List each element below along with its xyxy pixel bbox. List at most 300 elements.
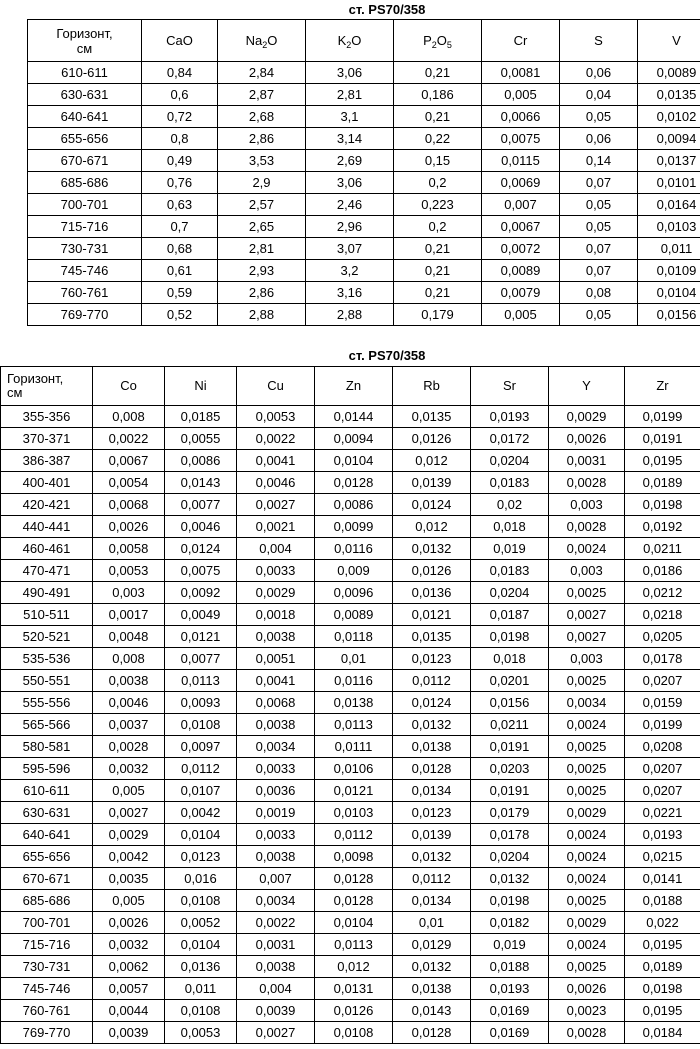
value-cell: 0,018 (471, 648, 549, 670)
horizon-cell: 730-731 (28, 238, 142, 260)
value-cell: 0,0024 (549, 538, 625, 560)
value-cell: 0,0033 (237, 560, 315, 582)
cao-label: CaO (166, 33, 193, 48)
value-cell: 0,07 (560, 172, 638, 194)
value-cell: 0,019 (471, 538, 549, 560)
value-cell: 0,0138 (393, 978, 471, 1000)
value-cell: 0,0024 (549, 846, 625, 868)
value-cell: 0,0037 (93, 714, 165, 736)
value-cell: 0,0136 (165, 956, 237, 978)
horizon-header-line1: Горизонт, (56, 25, 113, 41)
value-cell: 0,02 (471, 494, 549, 516)
value-cell: 3,06 (306, 172, 394, 194)
column-header-s (560, 20, 638, 62)
column-header-co: Co (93, 367, 165, 406)
table-row (28, 282, 700, 304)
value-cell: 0,0126 (315, 1000, 393, 1022)
table-row (28, 106, 700, 128)
o-label: O (267, 33, 278, 48)
table-row (28, 238, 700, 260)
column-header-sr: Sr (471, 367, 549, 406)
value-cell: 0,0102 (638, 106, 700, 128)
value-cell: 0,0108 (165, 1000, 237, 1022)
value-cell: 0,0128 (315, 472, 393, 494)
value-cell: 0,0159 (625, 692, 700, 714)
value-cell: 0,0092 (165, 582, 237, 604)
value-cell: 0,0198 (471, 626, 549, 648)
value-cell: 0,0143 (165, 472, 237, 494)
table-row (1, 868, 700, 890)
value-cell: 0,0144 (315, 406, 393, 428)
horizon-cell: 550-551 (1, 670, 93, 692)
value-cell: 0,0024 (549, 934, 625, 956)
column-header-ni: Ni (165, 367, 237, 406)
value-cell: 0,0135 (393, 626, 471, 648)
value-cell: 0,0178 (625, 648, 700, 670)
table-row (28, 84, 700, 106)
value-cell: 0,0034 (549, 692, 625, 714)
value-cell: 0,0052 (165, 912, 237, 934)
value-cell: 0,0086 (315, 494, 393, 516)
value-cell: 0,0189 (625, 472, 700, 494)
value-cell: 0,0046 (93, 692, 165, 714)
value-cell: 0,0035 (93, 868, 165, 890)
table-row (28, 172, 700, 194)
value-cell: 0,0121 (393, 604, 471, 626)
value-cell: 0,0134 (393, 780, 471, 802)
value-cell: 0,0139 (393, 824, 471, 846)
value-cell: 0,0143 (393, 1000, 471, 1022)
value-cell: 0,0053 (165, 1022, 237, 1044)
value-cell: 2,81 (306, 84, 394, 106)
value-cell: 0,0195 (625, 450, 700, 472)
value-cell: 0,0123 (165, 846, 237, 868)
value-cell: 0,22 (394, 128, 482, 150)
value-cell: 0,0027 (237, 1022, 315, 1044)
horizon-cell: 470-471 (1, 560, 93, 582)
value-cell: 0,0026 (93, 516, 165, 538)
value-cell: 0,05 (560, 194, 638, 216)
value-cell: 0,0112 (165, 758, 237, 780)
value-cell: 0,0107 (165, 780, 237, 802)
value-cell: 0,59 (142, 282, 218, 304)
value-cell: 0,0055 (165, 428, 237, 450)
value-cell: 0,2 (394, 172, 482, 194)
value-cell: 0,0024 (549, 868, 625, 890)
table-row (28, 150, 700, 172)
horizon-cell: 370-371 (1, 428, 93, 450)
value-cell: 0,0066 (482, 106, 560, 128)
value-cell: 0,0104 (315, 450, 393, 472)
value-cell: 0,0069 (482, 172, 560, 194)
value-cell: 0,0094 (315, 428, 393, 450)
value-cell: 0,0094 (638, 128, 700, 150)
value-cell: 0,0126 (393, 560, 471, 582)
value-cell: 0,0135 (393, 406, 471, 428)
value-cell: 0,0123 (393, 802, 471, 824)
table-row (1, 824, 700, 846)
value-cell: 0,21 (394, 106, 482, 128)
value-cell: 0,005 (482, 304, 560, 326)
p-label: P (423, 33, 432, 48)
value-cell: 0,0179 (471, 802, 549, 824)
value-cell: 0,0108 (165, 890, 237, 912)
value-cell: 0,0132 (393, 956, 471, 978)
column-header-cr (482, 20, 560, 62)
value-cell: 0,0191 (625, 428, 700, 450)
value-cell: 0,0103 (638, 216, 700, 238)
value-cell: 0,0221 (625, 802, 700, 824)
value-cell: 0,0137 (638, 150, 700, 172)
table-row (1, 516, 700, 538)
value-cell: 0,0118 (315, 626, 393, 648)
value-cell: 0,0192 (625, 516, 700, 538)
value-cell: 0,0215 (625, 846, 700, 868)
horizon-cell: 760-761 (28, 282, 142, 304)
value-cell: 0,0054 (93, 472, 165, 494)
value-cell: 0,21 (394, 282, 482, 304)
value-cell: 2,57 (218, 194, 306, 216)
value-cell: 0,06 (560, 62, 638, 84)
value-cell: 0,0104 (165, 824, 237, 846)
value-cell: 0,0044 (93, 1000, 165, 1022)
value-cell: 0,0099 (315, 516, 393, 538)
value-cell: 3,1 (306, 106, 394, 128)
value-cell: 0,0034 (237, 736, 315, 758)
value-cell: 0,0183 (471, 560, 549, 582)
column-header-y: Y (549, 367, 625, 406)
value-cell: 0,0121 (315, 780, 393, 802)
table-row (1, 582, 700, 604)
horizon-cell: 715-716 (28, 216, 142, 238)
value-cell: 0,0025 (549, 582, 625, 604)
value-cell: 0,0032 (93, 758, 165, 780)
value-cell: 0,0187 (471, 604, 549, 626)
value-cell: 0,0104 (638, 282, 700, 304)
value-cell: 0,0131 (315, 978, 393, 1000)
value-cell: 0,0038 (237, 846, 315, 868)
value-cell: 0,0077 (165, 648, 237, 670)
value-cell: 0,0208 (625, 736, 700, 758)
value-cell: 0,76 (142, 172, 218, 194)
value-cell: 0,0103 (315, 802, 393, 824)
value-cell: 0,0113 (315, 714, 393, 736)
value-cell: 0,011 (165, 978, 237, 1000)
value-cell: 0,0039 (93, 1022, 165, 1044)
value-cell: 0,05 (560, 304, 638, 326)
value-cell: 0,0062 (93, 956, 165, 978)
value-cell: 0,0204 (471, 846, 549, 868)
value-cell: 0,0029 (549, 406, 625, 428)
horizon-header-line1: Горизонт, (7, 371, 64, 386)
horizon-cell: 700-701 (1, 912, 93, 934)
column-header-v (638, 20, 700, 62)
value-cell: 0,0031 (237, 934, 315, 956)
column-header-cu: Cu (237, 367, 315, 406)
value-cell: 0,0191 (471, 780, 549, 802)
value-cell: 0,0193 (625, 824, 700, 846)
value-cell: 0,0027 (93, 802, 165, 824)
value-cell: 0,0096 (315, 582, 393, 604)
value-cell: 0,0032 (93, 934, 165, 956)
value-cell: 0,0134 (393, 890, 471, 912)
horizon-cell: 655-656 (28, 128, 142, 150)
value-cell: 2,9 (218, 172, 306, 194)
horizon-cell: 460-461 (1, 538, 93, 560)
value-cell: 0,21 (394, 238, 482, 260)
horizon-cell: 555-556 (1, 692, 93, 714)
value-cell: 0,0184 (625, 1022, 700, 1044)
horizon-cell: 565-566 (1, 714, 93, 736)
value-cell: 0,0124 (165, 538, 237, 560)
value-cell: 0,005 (93, 890, 165, 912)
value-cell: 0,72 (142, 106, 218, 128)
value-cell: 0,0029 (93, 824, 165, 846)
value-cell: 0,0204 (471, 450, 549, 472)
table-row (1, 934, 700, 956)
value-cell: 0,0081 (482, 62, 560, 84)
table-row (1, 1000, 700, 1022)
value-cell: 0,003 (549, 560, 625, 582)
value-cell: 0,06 (560, 128, 638, 150)
value-cell: 0,0025 (549, 670, 625, 692)
value-cell: 0,0068 (93, 494, 165, 516)
value-cell: 0,019 (471, 934, 549, 956)
table-row (28, 128, 700, 150)
horizon-cell: 490-491 (1, 582, 93, 604)
value-cell: 0,0124 (393, 692, 471, 714)
column-header-na2o (218, 20, 306, 62)
value-cell: 0,016 (165, 868, 237, 890)
table-row (1, 472, 700, 494)
value-cell: 0,0036 (237, 780, 315, 802)
horizon-cell: 630-631 (28, 84, 142, 106)
horizon-cell: 610-611 (1, 780, 93, 802)
value-cell: 0,0031 (549, 450, 625, 472)
value-cell: 0,0132 (393, 846, 471, 868)
value-cell: 0,0198 (625, 494, 700, 516)
table1-header-row (28, 20, 700, 62)
value-cell: 0,0038 (93, 670, 165, 692)
s-label: S (594, 33, 603, 48)
value-cell: 0,84 (142, 62, 218, 84)
value-cell: 0,0128 (393, 758, 471, 780)
value-cell: 0,0199 (625, 406, 700, 428)
value-cell: 0,0029 (549, 912, 625, 934)
k-subscript: 2 (346, 40, 352, 50)
value-cell: 2,88 (218, 304, 306, 326)
table-row (1, 406, 700, 428)
value-cell: 0,008 (93, 406, 165, 428)
horizon-cell: 769-770 (1, 1022, 93, 1044)
value-cell: 0,0077 (165, 494, 237, 516)
value-cell: 0,0106 (315, 758, 393, 780)
value-cell: 0,0075 (482, 128, 560, 150)
value-cell: 0,0075 (165, 560, 237, 582)
value-cell: 0,6 (142, 84, 218, 106)
value-cell: 0,0025 (549, 890, 625, 912)
value-cell: 0,0104 (315, 912, 393, 934)
value-cell: 0,0067 (93, 450, 165, 472)
value-cell: 0,0027 (549, 604, 625, 626)
value-cell: 0,0028 (93, 736, 165, 758)
value-cell: 0,0207 (625, 780, 700, 802)
value-cell: 0,0046 (237, 472, 315, 494)
table-row (1, 802, 700, 824)
value-cell: 0,0025 (549, 758, 625, 780)
value-cell: 0,0049 (165, 604, 237, 626)
value-cell: 0,52 (142, 304, 218, 326)
value-cell: 0,0112 (393, 670, 471, 692)
table-row (1, 450, 700, 472)
value-cell: 0,0079 (482, 282, 560, 304)
horizon-cell: 640-641 (28, 106, 142, 128)
cr-label: Cr (513, 33, 528, 48)
value-cell: 3,2 (306, 260, 394, 282)
value-cell: 0,0207 (625, 670, 700, 692)
value-cell: 0,0033 (237, 758, 315, 780)
value-cell: 0,0115 (482, 150, 560, 172)
value-cell: 0,07 (560, 260, 638, 282)
value-cell: 0,0022 (93, 428, 165, 450)
horizon-cell: 520-521 (1, 626, 93, 648)
o-label: O (351, 33, 362, 48)
value-cell: 0,0141 (625, 868, 700, 890)
table-row (1, 758, 700, 780)
value-cell: 0,0199 (625, 714, 700, 736)
value-cell: 0,0098 (315, 846, 393, 868)
column-header-zn: Zn (315, 367, 393, 406)
value-cell: 0,0109 (638, 260, 700, 282)
value-cell: 0,0138 (393, 736, 471, 758)
oxide-table (27, 19, 700, 326)
value-cell: 0,0026 (549, 428, 625, 450)
value-cell: 0,0172 (471, 428, 549, 450)
horizon-cell: 440-441 (1, 516, 93, 538)
horizon-header-line2: см (76, 40, 93, 56)
value-cell: 0,0132 (393, 714, 471, 736)
column-header-p2o5 (394, 20, 482, 62)
table-row (28, 62, 700, 84)
value-cell: 0,0086 (165, 450, 237, 472)
value-cell: 0,0138 (315, 692, 393, 714)
table-row (1, 626, 700, 648)
value-cell: 0,004 (237, 538, 315, 560)
column-header-rb: Rb (393, 367, 471, 406)
value-cell: 0,68 (142, 238, 218, 260)
value-cell: 3,07 (306, 238, 394, 260)
table-row (28, 304, 700, 326)
table-row (1, 736, 700, 758)
value-cell: 2,88 (306, 304, 394, 326)
table-row (28, 194, 700, 216)
horizon-cell: 670-671 (1, 868, 93, 890)
value-cell: 0,0034 (237, 890, 315, 912)
horizon-cell: 685-686 (28, 172, 142, 194)
value-cell: 0,0195 (625, 934, 700, 956)
value-cell: 0,0193 (471, 978, 549, 1000)
horizon-cell: 355-356 (1, 406, 93, 428)
value-cell: 0,003 (549, 648, 625, 670)
value-cell: 0,0108 (165, 714, 237, 736)
value-cell: 0,0123 (393, 648, 471, 670)
value-cell: 0,0121 (165, 626, 237, 648)
na-label: Na (245, 33, 263, 48)
horizon-cell: 580-581 (1, 736, 93, 758)
table-row (1, 956, 700, 978)
horizon-cell: 420-421 (1, 494, 93, 516)
table1-title: ст. PS70/358 (348, 2, 426, 17)
horizon-cell: 745-746 (28, 260, 142, 282)
value-cell: 0,0136 (393, 582, 471, 604)
value-cell: 0,0025 (549, 956, 625, 978)
value-cell: 0,179 (394, 304, 482, 326)
value-cell: 0,0211 (625, 538, 700, 560)
p-subscript: 2 (431, 40, 437, 50)
value-cell: 2,65 (218, 216, 306, 238)
value-cell: 0,0041 (237, 670, 315, 692)
o-label: O (436, 33, 447, 48)
value-cell: 0,0198 (625, 978, 700, 1000)
value-cell: 0,005 (482, 84, 560, 106)
horizon-cell: 535-536 (1, 648, 93, 670)
value-cell: 2,68 (218, 106, 306, 128)
value-cell: 0,0053 (237, 406, 315, 428)
value-cell: 0,04 (560, 84, 638, 106)
table-row (1, 538, 700, 560)
column-header-zr: Zr (625, 367, 700, 406)
horizon-cell: 640-641 (1, 824, 93, 846)
value-cell: 0,14 (560, 150, 638, 172)
horizon-cell: 715-716 (1, 934, 93, 956)
value-cell: 3,16 (306, 282, 394, 304)
table2-header-row (1, 367, 700, 406)
horizon-cell: 386-387 (1, 450, 93, 472)
value-cell: 0,0112 (393, 868, 471, 890)
value-cell: 0,0042 (165, 802, 237, 824)
table-row (1, 560, 700, 582)
horizon-cell: 745-746 (1, 978, 93, 1000)
value-cell: 2,84 (218, 62, 306, 84)
value-cell: 0,018 (471, 516, 549, 538)
horizon-cell: 685-686 (1, 890, 93, 912)
value-cell: 0,0113 (315, 934, 393, 956)
value-cell: 0,0039 (237, 1000, 315, 1022)
value-cell: 0,01 (393, 912, 471, 934)
value-cell: 0,0089 (482, 260, 560, 282)
v-label: V (672, 33, 681, 48)
value-cell: 0,0041 (237, 450, 315, 472)
horizon-cell: 760-761 (1, 1000, 93, 1022)
value-cell: 0,007 (237, 868, 315, 890)
horizon-cell: 400-401 (1, 472, 93, 494)
value-cell: 0,0116 (315, 538, 393, 560)
value-cell: 0,012 (315, 956, 393, 978)
value-cell: 0,0038 (237, 956, 315, 978)
table2-title: ст. PS70/358 (348, 348, 426, 363)
value-cell: 0,0132 (471, 868, 549, 890)
value-cell: 0,0183 (471, 472, 549, 494)
value-cell: 0,186 (394, 84, 482, 106)
value-cell: 0,012 (393, 516, 471, 538)
value-cell: 0,0111 (315, 736, 393, 758)
table-row (28, 260, 700, 282)
value-cell: 0,0053 (93, 560, 165, 582)
table-row (1, 714, 700, 736)
value-cell: 0,0026 (549, 978, 625, 1000)
value-cell: 0,0156 (471, 692, 549, 714)
value-cell: 0,0212 (625, 582, 700, 604)
